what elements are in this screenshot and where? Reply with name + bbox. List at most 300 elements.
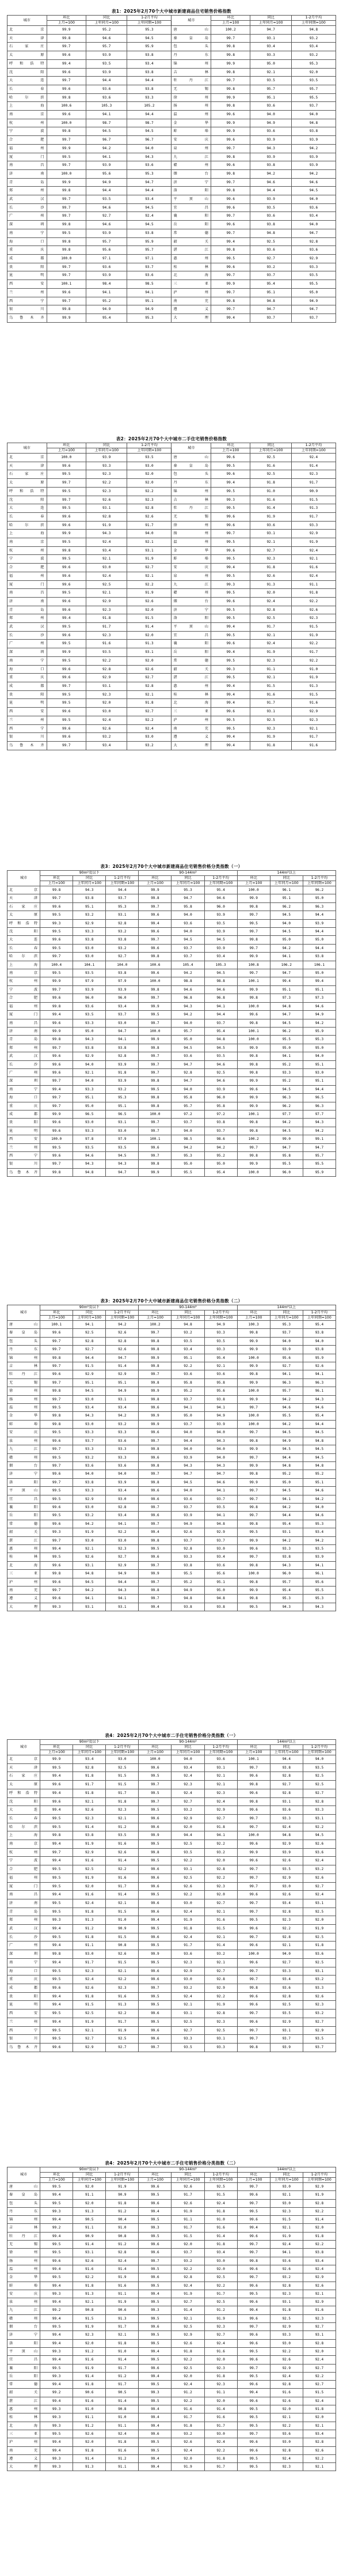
- value-cell: 92.8: [106, 2249, 139, 2257]
- value-cell: 99.6: [237, 2298, 270, 2306]
- value-cell: 92.6: [73, 2257, 106, 2265]
- value-cell: 99.7: [237, 1487, 270, 1495]
- value-cell: 105.3: [204, 961, 237, 969]
- value-cell: 93.0: [270, 2183, 303, 2191]
- value-cell: 94.7: [172, 1470, 204, 1478]
- value-cell: 99.4: [40, 2298, 73, 2306]
- value-cell: 99.6: [40, 1470, 73, 1478]
- table-row: [7, 1461, 336, 1470]
- value-cell: 93.0: [204, 1544, 237, 1553]
- value-cell: 99.4: [40, 1992, 73, 2001]
- value-cell: 92.5: [73, 1865, 106, 1874]
- value-cell: 94.1: [303, 1370, 336, 1378]
- city-cell: 南昌: [7, 1019, 40, 1027]
- value-cell: 94.0: [73, 1060, 106, 1068]
- value-cell: 99.9: [139, 1354, 172, 1362]
- value-cell: 99.8: [237, 1119, 270, 1127]
- value-cell: 93.7: [291, 313, 336, 322]
- value-cell: 92.0: [127, 470, 172, 479]
- value-cell: 92.4: [250, 597, 291, 606]
- table-row: [7, 894, 336, 902]
- value-cell: 95.6: [270, 1354, 303, 1362]
- city-cell: 兰州: [7, 2018, 40, 2026]
- value-cell: 92.8: [270, 2381, 303, 2389]
- value-cell: 94.1: [270, 2249, 303, 2257]
- table-row: [7, 203, 336, 212]
- value-cell: 93.5: [86, 648, 127, 657]
- value-cell: 93.1: [204, 1763, 237, 1772]
- value-cell: 99.6: [40, 2043, 73, 2052]
- value-cell: 99.6: [139, 944, 172, 952]
- table-row: [7, 1570, 336, 1578]
- value-cell: 99.5: [139, 2438, 172, 2446]
- table-row: [7, 305, 336, 314]
- value-cell: 91.2: [204, 2306, 237, 2314]
- value-cell: 93.5: [303, 1544, 336, 1553]
- value-cell: 91.6: [291, 741, 336, 750]
- value-cell: 99.5: [139, 2282, 172, 2290]
- value-cell: 92.2: [73, 2273, 106, 2282]
- value-cell: 90.5: [73, 2216, 106, 2224]
- value-cell: 99.7: [40, 1478, 73, 1486]
- city-cell: 平顶山: [7, 1487, 40, 1495]
- value-cell: 92.4: [172, 1933, 204, 1942]
- table-row: [7, 1899, 336, 1908]
- value-cell: 93.7: [291, 102, 336, 111]
- value-cell: 91.2: [106, 2241, 139, 2249]
- value-cell: 99.6: [237, 1857, 270, 1865]
- value-cell: 99.6: [139, 1976, 172, 1984]
- value-cell: 91.7: [106, 2364, 139, 2372]
- value-cell: 99.6: [139, 2010, 172, 2018]
- value-cell: 94.4: [106, 1578, 139, 1586]
- value-cell: 99.7: [47, 297, 86, 305]
- value-cell: 99.7: [237, 928, 270, 936]
- city-cell: 长春: [7, 512, 47, 521]
- value-cell: 99.6: [40, 1520, 73, 1528]
- value-cell: 94.9: [204, 1412, 237, 1420]
- city-cell: 大连: [7, 77, 47, 85]
- city-cell: 广州: [7, 1942, 40, 1950]
- table-row: [7, 144, 336, 153]
- table-row: [7, 1019, 336, 1027]
- city-cell: 南充: [172, 297, 211, 305]
- table-row: [7, 1755, 336, 1764]
- value-cell: 96.7: [86, 136, 127, 145]
- value-cell: 93.4: [172, 1346, 204, 1354]
- value-cell: 92.2: [204, 1874, 237, 1882]
- value-cell: 92.9: [73, 919, 106, 927]
- table-row: [7, 2265, 336, 2273]
- city-cell: 惠州: [172, 682, 211, 690]
- value-cell: 92.9: [270, 1874, 303, 1882]
- table-row: [7, 961, 336, 969]
- city-cell: 包头: [172, 470, 211, 479]
- value-cell: 92.3: [172, 1958, 204, 1967]
- city-cell: 锦州: [172, 487, 211, 496]
- value-cell: 93.4: [291, 212, 336, 221]
- value-cell: 94.1: [204, 1831, 237, 1840]
- value-cell: 95.3: [172, 886, 204, 894]
- value-cell: 92.2: [204, 1992, 237, 2001]
- value-cell: 91.4: [250, 504, 291, 513]
- value-cell: 94.4: [204, 1011, 237, 1019]
- value-cell: 92.0: [73, 2199, 106, 2207]
- value-cell: 94.5: [204, 1044, 237, 1052]
- value-cell: 93.1: [270, 1797, 303, 1806]
- value-cell: 94.0: [172, 1445, 204, 1453]
- value-cell: 95.1: [127, 297, 172, 305]
- value-cell: 99.7: [40, 1378, 73, 1387]
- city-cell: 海口: [7, 237, 47, 246]
- value-cell: 99.8: [139, 1445, 172, 1453]
- value-cell: 97.3: [270, 994, 303, 1002]
- value-cell: 94.8: [303, 1461, 336, 1470]
- table-row: [7, 2347, 336, 2355]
- value-cell: 91.6: [204, 2413, 237, 2422]
- table-row: [7, 2381, 336, 2389]
- city-cell: 福州: [7, 1002, 40, 1010]
- value-cell: 92.7: [86, 212, 127, 221]
- value-cell: 91.8: [250, 741, 291, 750]
- value-cell: 92.1: [303, 2463, 336, 2471]
- value-cell: 99.6: [139, 2430, 172, 2438]
- subheader-mom: 上月=100: [47, 21, 86, 26]
- value-cell: 99.5: [139, 2397, 172, 2405]
- city-cell: 贵阳: [7, 263, 47, 271]
- table-row: [7, 1044, 336, 1052]
- value-cell: 95.6: [204, 1570, 237, 1578]
- value-cell: 92.0: [303, 2224, 336, 2232]
- value-cell: 94.0: [127, 530, 172, 538]
- value-cell: 99.8: [139, 1395, 172, 1403]
- value-cell: 99.6: [139, 2241, 172, 2249]
- value-cell: 93.6: [106, 1461, 139, 1470]
- value-cell: 99.6: [47, 597, 86, 606]
- value-cell: 95.0: [204, 1160, 237, 1168]
- table-row: [7, 1085, 336, 1093]
- value-cell: 91.7: [172, 2224, 204, 2232]
- value-cell: 99.4: [40, 2282, 73, 2290]
- value-cell: 91.8: [73, 1933, 106, 1942]
- value-cell: 99.6: [139, 969, 172, 977]
- city-cell: 桂林: [172, 263, 211, 271]
- value-cell: 94.3: [303, 1119, 336, 1127]
- value-cell: 94.6: [270, 1404, 303, 1412]
- value-cell: 99.9: [237, 1445, 270, 1453]
- value-cell: 92.9: [86, 597, 127, 606]
- value-cell: 93.3: [73, 928, 106, 936]
- value-cell: 93.5: [204, 1337, 237, 1345]
- value-cell: 91.9: [250, 648, 291, 657]
- value-cell: 99.7: [237, 2430, 270, 2438]
- value-cell: 99.8: [40, 1168, 73, 1176]
- value-cell: 99.4: [139, 2207, 172, 2215]
- city-cell: 金华: [7, 1412, 40, 1420]
- value-cell: 91.7: [106, 2381, 139, 2389]
- value-cell: 93.7: [270, 1329, 303, 1337]
- value-cell: 94.4: [86, 77, 127, 85]
- table-row: [7, 1487, 336, 1495]
- value-cell: 93.0: [106, 1495, 139, 1503]
- value-cell: 92.8: [73, 1337, 106, 1345]
- table-row: [7, 1553, 336, 1561]
- value-cell: 94.7: [106, 1354, 139, 1362]
- subheader-mom: 上月=100: [139, 1750, 172, 1755]
- value-cell: 93.4: [106, 1487, 139, 1495]
- value-cell: 92.3: [303, 2314, 336, 2322]
- value-cell: 93.1: [303, 1967, 336, 1976]
- value-cell: 99.7: [139, 1329, 172, 1337]
- city-cell: 襄阳: [7, 2364, 40, 2372]
- value-cell: 93.6: [204, 1561, 237, 1569]
- value-cell: 94.4: [73, 1354, 106, 1362]
- value-cell: 95.4: [270, 1520, 303, 1528]
- value-cell: 92.3: [86, 487, 127, 496]
- value-cell: 92.7: [270, 1781, 303, 1789]
- value-cell: 91.4: [106, 1857, 139, 1865]
- table-row: [7, 1168, 336, 1176]
- value-cell: 92.8: [303, 1797, 336, 1806]
- table-row: [7, 2043, 336, 2052]
- value-cell: 93.9: [73, 985, 106, 994]
- value-cell: 99.5: [40, 2249, 73, 2257]
- value-cell: 91.4: [106, 1362, 139, 1370]
- subheader-avg: 上年同期=100: [127, 448, 172, 454]
- value-cell: 99.7: [47, 496, 86, 504]
- value-cell: 99.6: [40, 1052, 73, 1060]
- value-cell: 94.5: [270, 1019, 303, 1027]
- header-mom: 环比: [139, 2173, 172, 2178]
- value-cell: 91.4: [106, 1891, 139, 1899]
- value-cell: 91.8: [270, 2306, 303, 2314]
- header-mom: 环比: [40, 876, 73, 881]
- value-cell: 99.8: [139, 1346, 172, 1354]
- header-area-group: 90m²及以下: [40, 2167, 139, 2173]
- city-cell: 石家庄: [7, 43, 47, 51]
- value-cell: 99.5: [47, 538, 86, 547]
- value-cell: 99.6: [211, 136, 250, 145]
- city-cell: 济南: [7, 169, 47, 178]
- value-cell: 99.8: [211, 43, 250, 51]
- city-cell: 西安: [7, 708, 47, 716]
- city-cell: 南充: [7, 2446, 40, 2454]
- city-cell: 安庆: [7, 1429, 40, 1437]
- value-cell: 91.9: [106, 2026, 139, 2035]
- value-cell: 92.7: [250, 546, 291, 555]
- value-cell: 94.0: [73, 1470, 106, 1478]
- value-cell: 91.5: [250, 682, 291, 690]
- value-cell: 92.8: [204, 1865, 237, 1874]
- value-cell: 92.6: [172, 1882, 204, 1891]
- value-cell: 99.6: [40, 994, 73, 1002]
- value-cell: 99.9: [47, 144, 86, 153]
- subheader-mom: 上月=100: [139, 881, 172, 886]
- city-cell: 哈尔滨: [7, 521, 47, 530]
- value-cell: 93.2: [86, 733, 127, 742]
- value-cell: 99.4: [40, 2381, 73, 2389]
- value-cell: 100.0: [237, 1950, 270, 1959]
- value-cell: 99.8: [47, 127, 86, 136]
- value-cell: 92.1: [204, 1958, 237, 1967]
- city-cell: 南京: [7, 969, 40, 977]
- table-row: [7, 597, 336, 606]
- value-cell: 94.8: [250, 229, 291, 237]
- value-cell: 93.4: [204, 953, 237, 961]
- value-cell: 92.4: [172, 1789, 204, 1797]
- value-cell: 99.8: [211, 102, 250, 111]
- value-cell: 91.5: [291, 496, 336, 504]
- value-cell: 93.6: [291, 203, 336, 212]
- table-row: [7, 2405, 336, 2413]
- value-cell: 93.1: [303, 2331, 336, 2339]
- value-cell: 99.5: [47, 504, 86, 513]
- city-cell: 济南: [7, 1027, 40, 1035]
- value-cell: 94.6: [86, 221, 127, 229]
- value-cell: 94.6: [204, 1077, 237, 1085]
- value-cell: 92.3: [86, 606, 127, 614]
- value-cell: 99.4: [40, 1925, 73, 1933]
- value-cell: 94.1: [86, 111, 127, 119]
- value-cell: 99.6: [237, 2191, 270, 2199]
- table-row: [7, 1445, 336, 1453]
- value-cell: 93.8: [303, 2249, 336, 2257]
- value-cell: 100.3: [237, 1321, 270, 1329]
- value-cell: 99.7: [139, 1127, 172, 1135]
- value-cell: 99.6: [47, 111, 86, 119]
- table-row: [7, 2273, 336, 2282]
- value-cell: 92.5: [172, 2364, 204, 2372]
- city-cell: 蚌埠: [172, 555, 211, 564]
- table-row: [7, 656, 336, 665]
- value-cell: 91.5: [106, 1908, 139, 1916]
- value-cell: 93.6: [250, 246, 291, 255]
- value-cell: 93.8: [250, 161, 291, 170]
- value-cell: 99.7: [40, 1587, 73, 1595]
- value-cell: 97.9: [106, 1135, 139, 1143]
- value-cell: 95.4: [250, 280, 291, 289]
- value-cell: 99.8: [40, 1354, 73, 1362]
- value-cell: 95.1: [303, 1077, 336, 1085]
- value-cell: 99.7: [237, 2183, 270, 2191]
- value-cell: 99.5: [211, 656, 250, 665]
- value-cell: 99.8: [139, 1478, 172, 1486]
- value-cell: 94.0: [172, 1487, 204, 1495]
- city-cell: 石家庄: [7, 902, 40, 911]
- value-cell: 99.6: [40, 1329, 73, 1337]
- city-cell: 泉州: [7, 2298, 40, 2306]
- value-cell: 92.0: [303, 2347, 336, 2355]
- value-cell: 93.9: [303, 919, 336, 927]
- value-cell: 99.5: [237, 2290, 270, 2298]
- city-cell: 宁波: [7, 1857, 40, 1865]
- value-cell: 99.4: [40, 2397, 73, 2405]
- value-cell: 95.2: [204, 1152, 237, 1160]
- value-cell: 92.9: [73, 1052, 106, 1060]
- value-cell: 93.6: [291, 246, 336, 255]
- table-row: [7, 1536, 336, 1544]
- value-cell: 99.7: [237, 1512, 270, 1520]
- table-row: [7, 1395, 336, 1403]
- value-cell: 100.0: [40, 1135, 73, 1143]
- value-cell: 94.0: [172, 1019, 204, 1027]
- table-row: [7, 254, 336, 263]
- value-cell: 94.2: [73, 1587, 106, 1595]
- city-cell: 沈阳: [7, 928, 40, 936]
- value-cell: 92.4: [270, 2454, 303, 2462]
- value-cell: 95.2: [303, 1470, 336, 1478]
- value-cell: 93.5: [86, 59, 127, 68]
- city-cell: 沈阳: [7, 1797, 40, 1806]
- value-cell: 100.2: [211, 26, 250, 35]
- city-cell: 大连: [7, 504, 47, 513]
- value-cell: 96.8: [172, 994, 204, 1002]
- value-cell: 92.4: [303, 2265, 336, 2273]
- value-cell: 99.4: [40, 1840, 73, 1849]
- value-cell: 92.6: [270, 1891, 303, 1899]
- value-cell: 92.8: [270, 1789, 303, 1797]
- value-cell: 99.3: [211, 665, 250, 674]
- value-cell: 92.6: [127, 597, 172, 606]
- value-cell: 91.8: [106, 1068, 139, 1077]
- city-cell: 北京: [7, 454, 47, 462]
- value-cell: 96.0: [204, 902, 237, 911]
- value-cell: 93.0: [73, 1395, 106, 1403]
- value-cell: 93.3: [270, 1814, 303, 1823]
- city-cell: 锦州: [7, 1354, 40, 1362]
- table-row: [7, 2216, 336, 2224]
- value-cell: 94.5: [270, 1487, 303, 1495]
- value-cell: 99.9: [211, 119, 250, 127]
- value-cell: 93.9: [172, 1512, 204, 1520]
- table-row: [7, 1011, 336, 1019]
- value-cell: 91.8: [204, 2454, 237, 2462]
- value-cell: 96.5: [303, 1094, 336, 1102]
- value-cell: 99.5: [237, 2207, 270, 2215]
- table-row: [7, 1781, 336, 1789]
- value-cell: 96.3: [303, 1102, 336, 1110]
- value-cell: 99.7: [139, 1019, 172, 1027]
- value-cell: 99.7: [211, 77, 250, 85]
- city-cell: 岳阳: [7, 1512, 40, 1520]
- value-cell: 91.9: [250, 512, 291, 521]
- value-cell: 94.0: [127, 144, 172, 153]
- value-cell: 94.1: [204, 1404, 237, 1412]
- city-cell: 福州: [7, 572, 47, 580]
- value-cell: 94.2: [270, 1395, 303, 1403]
- city-cell: 桂林: [172, 690, 211, 699]
- value-cell: 99.5: [40, 911, 73, 919]
- value-cell: 91.2: [172, 2389, 204, 2397]
- value-cell: 99.9: [47, 648, 86, 657]
- value-cell: 94.8: [204, 1036, 237, 1044]
- value-cell: 91.7: [106, 1789, 139, 1797]
- value-cell: 96.3: [303, 1378, 336, 1387]
- value-cell: 92.9: [270, 1840, 303, 1849]
- value-cell: 99.3: [40, 1603, 73, 1611]
- header-yoy: 同比: [172, 1310, 204, 1316]
- value-cell: 99.8: [237, 1019, 270, 1027]
- value-cell: 99.6: [47, 708, 86, 716]
- city-cell: 牡丹江: [7, 1370, 40, 1378]
- value-cell: 99.8: [237, 1595, 270, 1603]
- value-cell: 95.0: [73, 1027, 106, 1035]
- value-cell: 92.6: [73, 2430, 106, 2438]
- value-cell: 92.4: [270, 2241, 303, 2249]
- city-cell: 济南: [7, 597, 47, 606]
- value-cell: 99.7: [139, 1119, 172, 1127]
- value-cell: 93.2: [204, 1950, 237, 1959]
